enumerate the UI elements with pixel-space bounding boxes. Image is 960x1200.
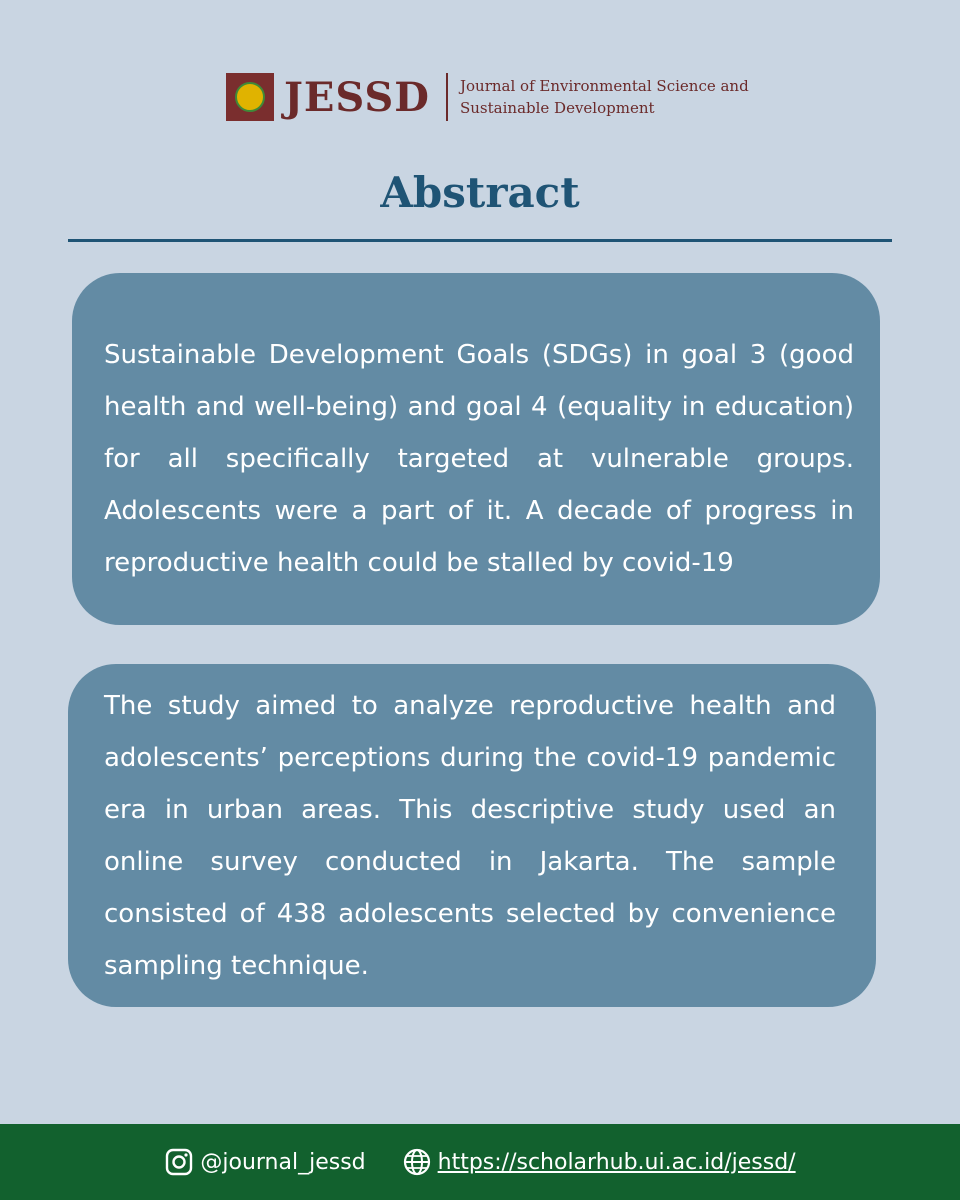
- website-link-group[interactable]: [402, 1147, 796, 1177]
- instagram-handle[interactable]: @journal_jessd: [200, 1149, 366, 1175]
- website-link[interactable]: https://scholarhub.ui.ac.id/jessd/: [437, 1149, 796, 1175]
- abstract-card-2: [68, 664, 876, 1007]
- journal-header: [226, 70, 760, 124]
- subtitle-line-1: Journal of Environmental Science and: [460, 77, 749, 95]
- footer-bar: [0, 1124, 960, 1200]
- instagram-icon: [164, 1147, 194, 1177]
- abstract-paragraph-2: The study aimed to analyze reproductive health and adolescents’ perceptions during the covid-19 pandemic era in urban areas. This descriptive study used an online survey conducted in Jakarta. The sample consisted of 438 adolescents selected by convenience sampling technique.: [104, 691, 836, 981]
- title-divider: [68, 239, 892, 242]
- journal-acronym: JESSD: [284, 73, 430, 121]
- subtitle-line-2: Sustainable Development: [460, 99, 655, 117]
- emblem-icon: [235, 82, 265, 112]
- abstract-card-1: [72, 273, 880, 625]
- page-title: Abstract: [380, 168, 580, 217]
- journal-full-name: [460, 75, 760, 119]
- journal-logo: [226, 73, 274, 121]
- abstract-paragraph-1: Sustainable Development Goals (SDGs) in goal 3 (good health and well-being) and goal 4 (equality in education) for all specifically targeted at vulnerable groups. Adolescents were a part of it. A decade of progress in reproductive health could be stalled by covid-19: [104, 340, 854, 578]
- header-divider: [446, 73, 448, 121]
- instagram-link[interactable]: [164, 1147, 365, 1177]
- globe-icon: [402, 1147, 432, 1177]
